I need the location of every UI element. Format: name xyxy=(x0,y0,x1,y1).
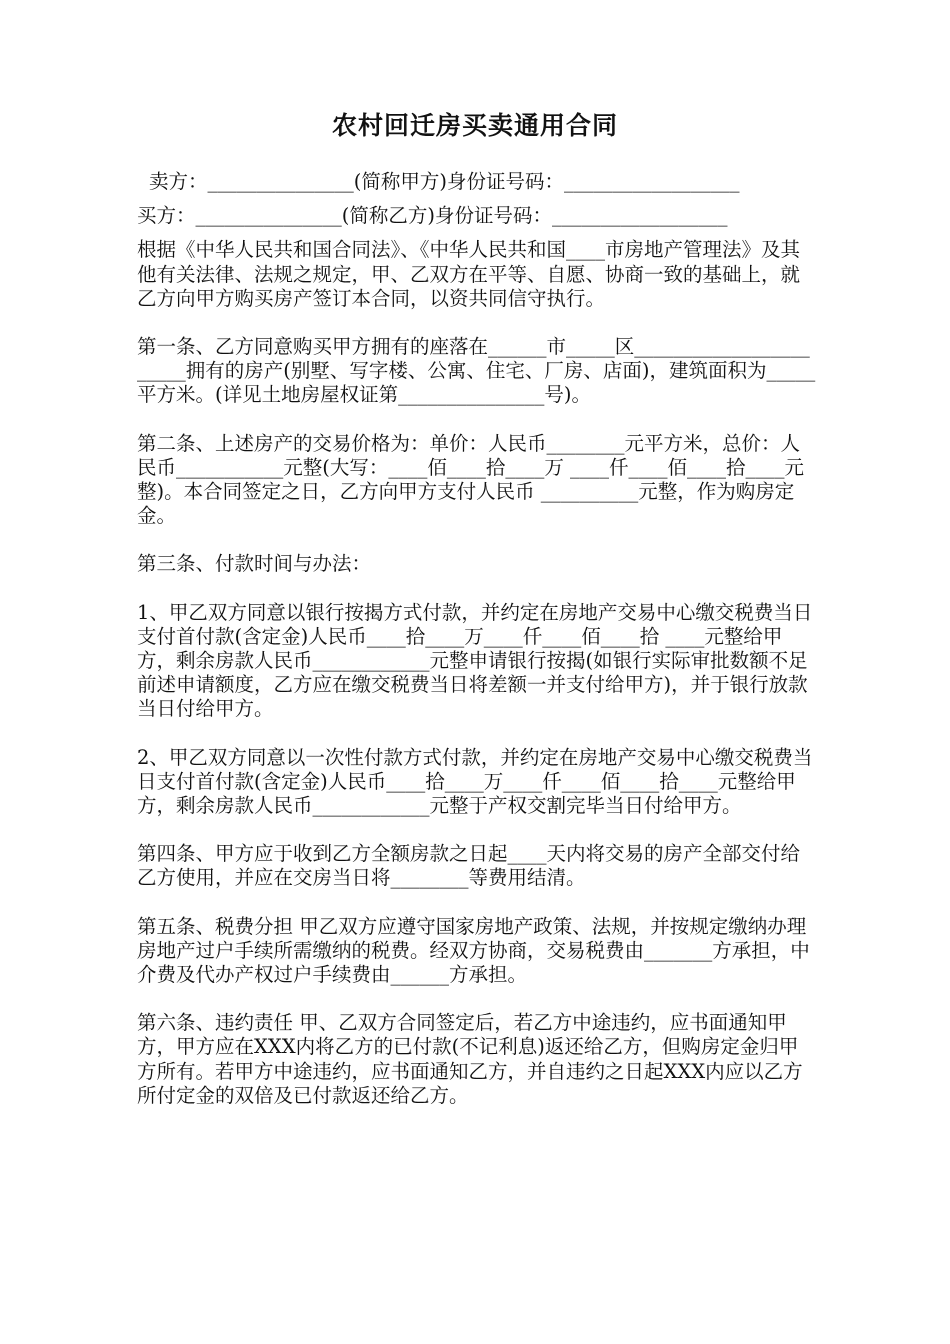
article-4-paragraph: 第四条、甲方应于收到乙方全额房款之日起____天内将交易的房产全部交付给乙方使用，并应在交房当日将________等费用结清。 xyxy=(137,842,801,890)
article-5-paragraph: 第五条、税费分担 甲乙双方应遵守国家房地产政策、法规，并按规定缴纳办理房地产过户手续所需缴纳的税费。经双方协商，交易税费由_______方承担，中介费及代办产权过户手续费由______方承担。 xyxy=(137,914,810,987)
seller-line: 卖方：_______________(简称甲方)身份证号码：__________________ xyxy=(149,170,740,193)
document-body xyxy=(137,170,817,1132)
clause-2-paragraph: 2、甲乙双方同意以一次性付款方式付款，并约定在房地产交易中心缴交税费当日支付首付款(含定金)人民币____拾____万____仟____佰____拾____元整给甲方，剩余房款人民币____________元整于产权交割完毕当日付给甲方。 xyxy=(137,745,813,818)
article-1-paragraph: 第一条、乙方同意购买甲方拥有的座落在______市_____区_______________________拥有的房产(别墅、写字楼、公寓、住宅、厂房、店面)，建筑面积为_____平方米。(详见土地房屋权证第_______________号)。 xyxy=(137,335,816,407)
article-2-paragraph: 第二条、上述房产的交易价格为：单价：人民币________元平方米，总价：人民币___________元整(大写：____佰____拾____万 ____仟____佰____拾____元整)。本合同签定之日，乙方向甲方支付人民币 __________元整，作为购房定金。 xyxy=(137,431,805,528)
clause-1-paragraph: 1、甲乙双方同意以银行按揭方式付款，并约定在房地产交易中心缴交税费当日支付首付款(含定金)人民币____拾____万____仟____佰____拾 ____元整给甲方，剩余房款人民币____________元整申请银行按揭(如银行实际审批数额不足前述申请额度，乙方应在缴交税费当日将差额一并支付给甲方)，并于银行放款当日付给甲方。 xyxy=(137,600,813,721)
article-3-heading: 第三条、付款时间与办法： xyxy=(137,552,372,576)
buyer-line: 买方：_______________(简称乙方)身份证号码：__________________ xyxy=(137,204,728,228)
preamble-paragraph: 根据《中华人民共和国合同法》、《中华人民共和国____市房地产管理法》及其他有关法律、法规之规定，甲、乙双方在平等、自愿、协商一致的基础上，就乙方向甲方购买房产签订本合同，以资共同信守执行。 xyxy=(137,238,801,310)
document-title: 农村回迁房买卖通用合同 xyxy=(331,111,618,140)
article-6-paragraph: 第六条、违约责任 甲、乙双方合同签定后，若乙方中途违约，应书面通知甲方，甲方应在XXX内将乙方的已付款(不记利息)返还给乙方，但购房定金归甲方所有。若甲方中途违约，应书面通知乙方，并自违约之日起XXX内应以乙方所付定金的双倍及已付款返还给乙方。 xyxy=(137,1011,803,1107)
